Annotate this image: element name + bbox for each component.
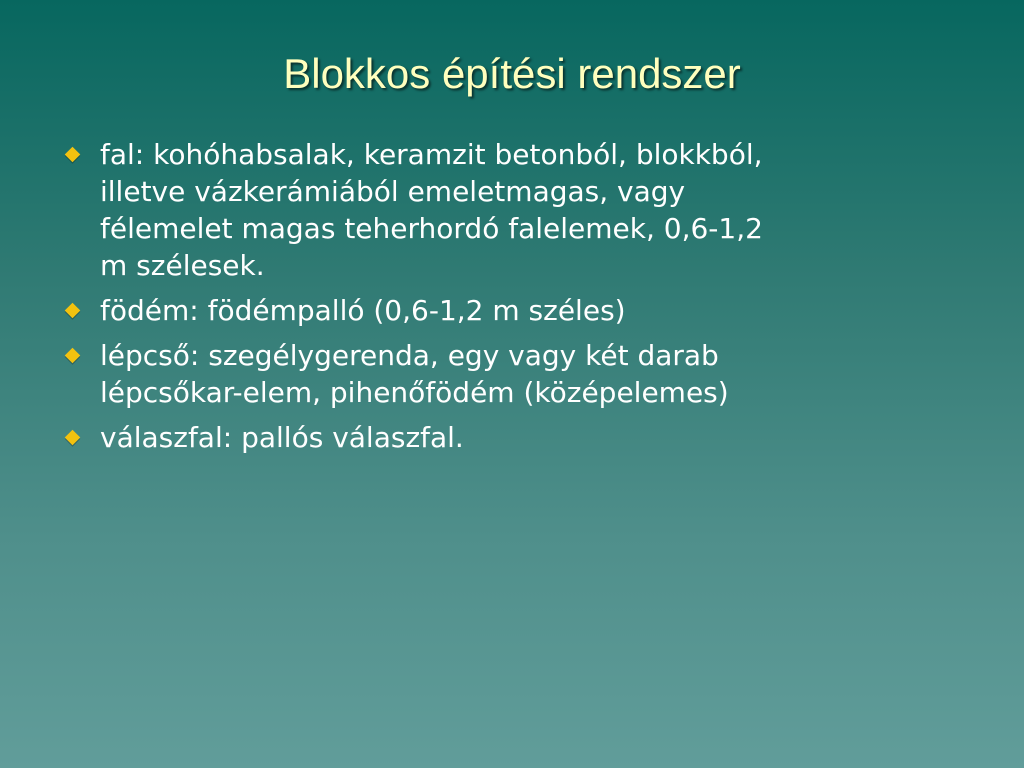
- diamond-bullet-icon: [65, 430, 81, 446]
- bullet-text: lépcső: szegélygerenda, egy vagy két darab lépcsőkar-elem, pihenőfödém (középelemes): [100, 339, 729, 409]
- bullet-text: fal: kohóhabsalak, keramzit betonból, blokkból, illetve vázkerámiából emeletmagas, vagy félemelet magas teherhordó falelemek, 0,6-1,2 m szélesek.: [100, 138, 763, 282]
- bullet-list: [62, 136, 782, 464]
- bullet-text: válaszfal: pallós válaszfal.: [100, 421, 464, 454]
- diamond-bullet-icon: [65, 147, 81, 163]
- slide-title: Blokkos építési rendszer: [283, 50, 741, 97]
- bullet-item-fal: [62, 136, 782, 284]
- bullet-text: födém: födémpalló (0,6-1,2 m széles): [100, 294, 626, 327]
- bullet-item-fodem: [62, 292, 782, 329]
- bullet-item-valaszfal: [62, 419, 782, 456]
- diamond-bullet-icon: [65, 303, 81, 319]
- bullet-item-lepcso: [62, 337, 782, 411]
- diamond-bullet-icon: [65, 348, 81, 364]
